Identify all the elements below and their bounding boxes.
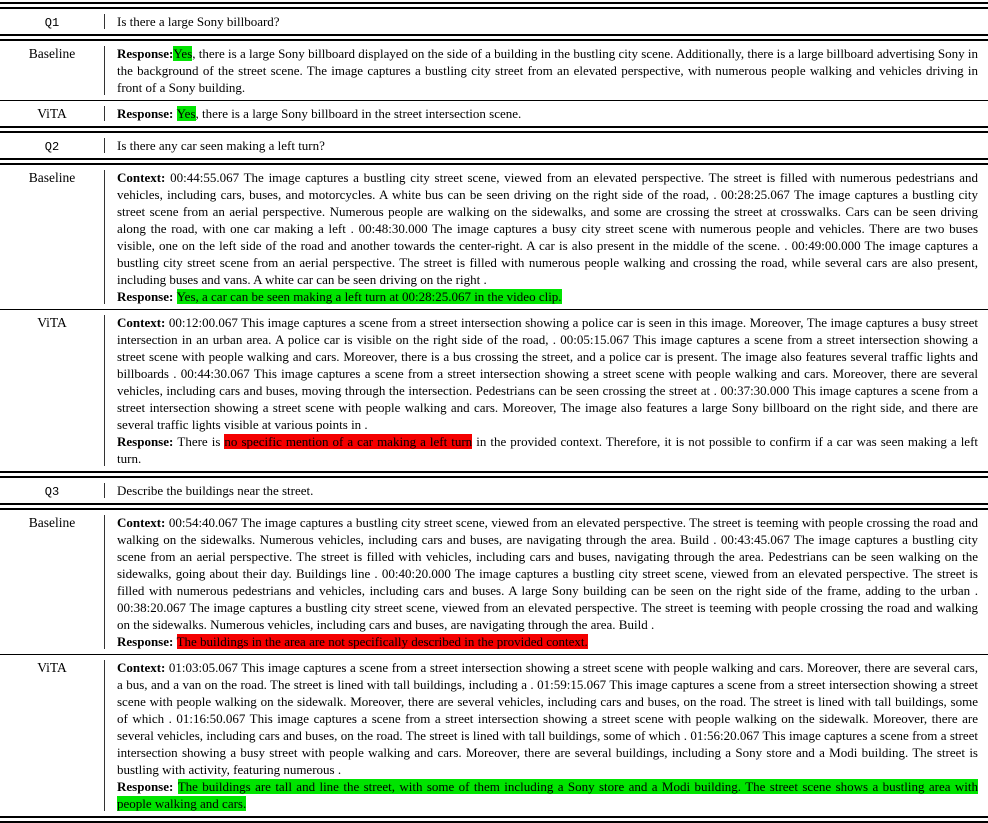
section-rule: [0, 158, 988, 165]
response-label: Response:: [117, 106, 177, 121]
response-text: in the provided context. Therefore, it is not possible to confirm if a car was seen making a left turn.: [117, 434, 979, 466]
section-q2: [0, 133, 988, 471]
answer-cell: [105, 45, 988, 96]
section-q1: [0, 9, 988, 126]
response-text: , there is a large Sony billboard in the street intersection scene.: [195, 106, 522, 121]
bottom-double-rule: [0, 816, 988, 823]
table-row: [0, 101, 988, 126]
question-text: Is there a large Sony billboard?: [117, 14, 280, 29]
incorrect-highlight: The buildings in the area are not specifically described in the provided context.: [176, 634, 588, 649]
model-label: ViTA: [37, 106, 67, 121]
context-text: 00:54:40.067 The image captures a bustling city street scene, viewed from an elevated perspective. The street is teeming with people crossing the road and walking on the sidewalks. Numerous vehicles, including cars and buses, are navigating through the area. Build . 00:43:45.067 The image captures a bustling city scene from an aerial perspective. The street is filled with vehicles, including cars and buses, navigating through the area. Pedestrians can be seen walking on the sidewalks, going about their day. Buildings line . 00:40:20.000 The image captures a bustling city street scene, viewed from an elevated perspective. The street is filled with numerous pedestrians and vehicles, including cars and buses. A large Sony building can be seen on the right side of the frame, adding to the urban . 00:38:20.067 The image captures a bustling city street scene, viewed from an elevated perspective. The street is teeming with people crossing the road and walking on the sidewalks. Numerous vehicles, including cars and buses, are navigating through the area. Build .: [117, 515, 978, 632]
correct-highlight: The buildings are tall and line the street, with some of them including a Sony store and a Modi building. The street scene shows a bustling area with people walking and cars.: [117, 779, 978, 811]
model-label: Baseline: [28, 170, 76, 185]
section-rule: [0, 34, 988, 41]
response-label: Response:: [117, 779, 178, 794]
question-row: [0, 9, 988, 34]
section-rule: [0, 126, 988, 133]
response-label: Response:: [117, 634, 177, 649]
question-text: Is there any car seen making a left turn?: [117, 138, 325, 153]
section-q3: [0, 478, 988, 816]
answer-cell: [105, 314, 988, 467]
context-text: 00:12:00.067 This image captures a scene from a street intersection showing a police car is seen in this image. Moreover, The image captures a busy street intersection in an urban area. A police car is visible on the right side of the road, . 00:05:15.067 This image captures a scene from a street intersection showing a street scene with people walking and cars. Moreover, there is a bus crossing the street, and a police car is present. The image also features several traffic lights and billboards . 00:44:30.067 This image captures a scene from a street intersection showing a street scene with people walking and cars. Moreover, there are several vehicles, including cars and buses, moving through the intersection. Pedestrians can be seen crossing the street at . 00:37:30.000 This image captures a scene from a street intersection showing a street scene with people walking and cars. Moreover, The image also features a large Sony billboard on the right side, and there are several traffic lights visible at various points in .: [117, 315, 978, 432]
section-rule: [0, 471, 988, 478]
question-row: [0, 478, 988, 503]
question-label: Q3: [44, 485, 60, 499]
question-label: Q2: [44, 140, 60, 154]
response-label: Response:: [117, 46, 174, 61]
table-row: [0, 165, 988, 309]
context-text: 01:03:05.067 This image captures a scene from a street intersection showing a street scene with people walking and cars. Moreover, there are several cars, a bus, and a van on the road. The street is lined with tall buildings, including a . 01:59:15.067 This image captures a scene from a street intersection showing a street scene with people walking on the sidewalk. Moreover, there are several vehicles, including cars and buses, on the road. The street is lined with tall buildings, some of which . 01:16:50.067 This image captures a scene from a street intersection showing a street scene with people walking on the sidewalk. Moreover, there are several vehicles, including cars and buses, on the road. The street is lined with tall buildings, some of which . 01:56:20.067 This image captures a scene from a street intersection showing a busy street with people walking and cars. Moreover, there are several buildings, including a Sony store and a Modi building. The street is bustling with activity, featuring numerous .: [117, 660, 978, 777]
model-label: Baseline: [28, 515, 76, 530]
context-label: Context:: [117, 515, 169, 530]
incorrect-highlight: no specific mention of a car making a left turn: [224, 434, 473, 449]
response-label: Response:: [117, 289, 177, 304]
correct-highlight: Yes, a car can be seen making a left turn at 00:28:25.067 in the video clip.: [176, 289, 562, 304]
answer-cell: [105, 514, 988, 650]
table-row: [0, 655, 988, 816]
table-row: [0, 310, 988, 471]
context-label: Context:: [117, 170, 171, 185]
context-label: Context:: [117, 660, 169, 675]
section-rule: [0, 503, 988, 510]
response-text: , there is a large Sony billboard displayed on the side of a building in the bustling city scene. Additionally, there is a large billboard advertising Sony in the background of the street scene. The image captures a bustling city street from an elevated perspective, with numerous people walking and vehicles driving in front of a Sony building.: [117, 46, 978, 95]
context-label: Context:: [117, 315, 169, 330]
model-label: ViTA: [37, 315, 67, 330]
response-text: There is: [177, 434, 225, 449]
question-text: Describe the buildings near the street.: [117, 483, 314, 498]
response-label: Response:: [117, 434, 178, 449]
context-text: 00:44:55.067 The image captures a bustling city street scene, viewed from an elevated perspective. The street is filled with numerous pedestrians and vehicles, including cars, buses, and motorcycles. A white bus can be seen driving on the right side of the road, . 00:28:25.067 The image captures a bustling city street scene from an aerial perspective. Numerous people are walking on the sidewalks, and some are crossing the street at crosswalks. Cars can be seen driving along the road, with one car making a left . 00:48:30.000 The image captures a busy city street scene with numerous people and vehicles. There are two buses visible, one on the left side of the road and another towards the center-right. A car is also present in the middle of the scene. . 00:49:00.000 The image captures a bustling city street scene from an aerial perspective. The street is filled with numerous people walking and crossing the road, while several cars are also present, including buses and vans. A white car can be seen driving on the right .: [117, 170, 978, 287]
table-row: [0, 41, 988, 100]
question-label: Q1: [44, 16, 60, 30]
question-row: [0, 133, 988, 158]
correct-highlight: Yes: [173, 46, 193, 61]
answer-cell: [105, 105, 988, 122]
model-label: Baseline: [28, 46, 76, 61]
correct-highlight: Yes: [176, 106, 196, 121]
answer-cell: [105, 169, 988, 305]
top-double-rule: [0, 2, 988, 9]
answer-cell: [105, 659, 988, 812]
table-row: [0, 510, 988, 654]
model-label: ViTA: [37, 660, 67, 675]
